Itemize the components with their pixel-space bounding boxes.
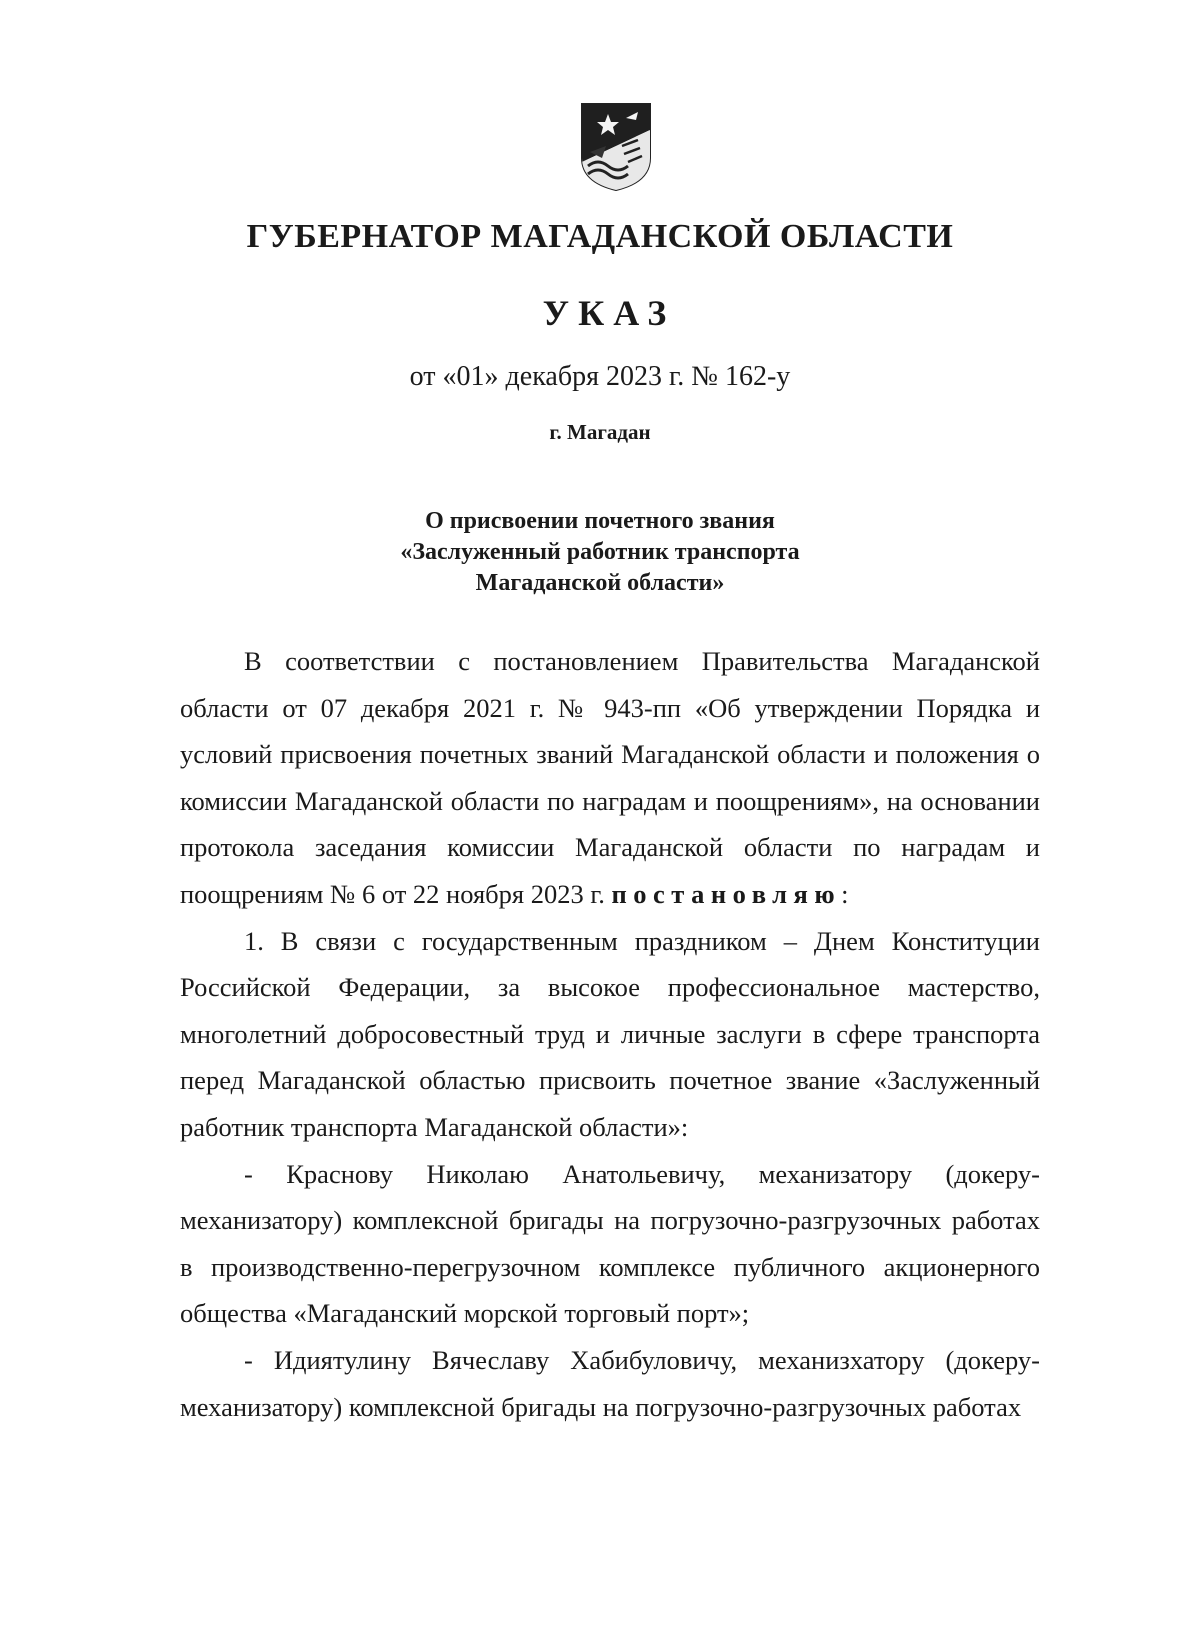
document-type: УКАЗ [542,293,676,333]
issuer-title: ГУБЕРНАТОР МАГАДАНСКОЙ ОБЛАСТИ [246,218,954,255]
subject-line: Магаданской области» [475,570,725,596]
clause-1: 1. В связи с государственным праздником – Днем Конституции Российской Федерации, за высокое профессиональное мастерство, многолетний добросовестный труд и личные заслуги в сфере транспорта перед Магаданской областью присвоить почетное звание «Заслуженный работник транспорта Магаданской области»: [180,925,1040,1142]
resolve-colon: : [841,878,849,909]
coat-of-arms-icon [578,100,654,194]
recipient-item: - Идиятулину Вячеславу Хабибуловичу, механизхатору (докеру-механизатору) комплексной бригады на погрузочно-разгрузочных работах [180,1344,1040,1422]
subject-line: «Заслуженный работник транспорта [400,539,800,565]
recipient-item: - Краснову Николаю Анатольевичу, механизатору (докеру-механизатору) комплексной бригады на погрузочно-разгрузочных работах в производственно-перегрузочном комплексе публичного акционерного общества «Магаданский морской торговый порт»; [180,1158,1040,1329]
city: г. Магадан [549,420,651,444]
preamble-paragraph [180,638,1040,918]
preamble-text: В соответствии с постановлением Правительства Магаданской области от 07 декабря 2021 г. № 943-пп «Об утверждении Порядка и условий присвоения почетных званий Магаданской области и положения о комиссии Магаданской области по наградам и поощрениям», на основании протокола заседания комиссии Магаданской области по наградам и поощрениям № 6 от 22 ноября 2023 г. [180,646,1040,909]
decree-body [180,638,1040,1430]
date-and-number: от «01» декабря 2023 г. № 162-у [409,361,791,392]
resolve-word: постановляю [611,878,842,909]
decree-subject [0,506,1200,599]
subject-line: О присвоении почетного звания [425,508,775,534]
